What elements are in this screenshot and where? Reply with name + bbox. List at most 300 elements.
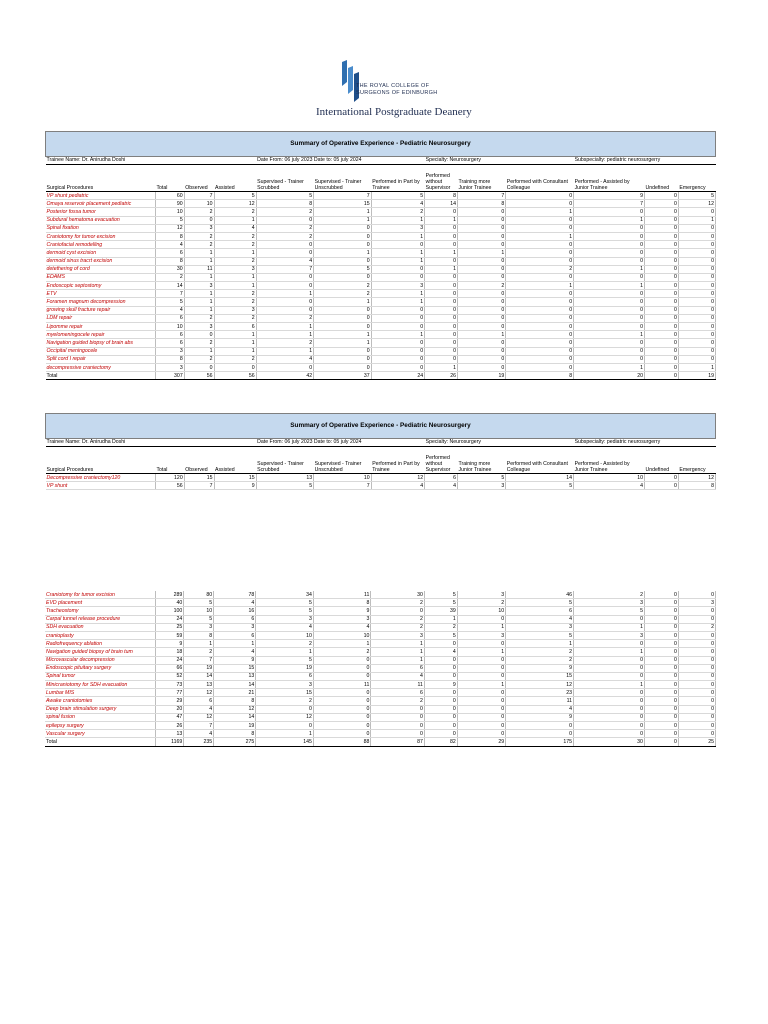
count-cell: 0 xyxy=(678,241,715,249)
count-cell: 2 xyxy=(256,314,314,322)
column-header: Undefined xyxy=(644,447,678,474)
count-cell: 1 xyxy=(256,323,314,331)
count-cell: 4 xyxy=(371,672,424,680)
count-cell: 0 xyxy=(574,656,645,664)
count-cell: 0 xyxy=(313,697,371,705)
count-cell: 9 xyxy=(313,607,371,615)
procedure-name: Spinal fixation xyxy=(46,224,156,232)
total-cell: 145 xyxy=(256,738,314,746)
count-cell: 0 xyxy=(644,249,678,257)
count-cell: 0 xyxy=(644,713,678,721)
count-cell: 0 xyxy=(644,323,678,331)
count-cell: 0 xyxy=(506,355,574,363)
count-cell: 0 xyxy=(457,306,505,314)
count-cell: 8 xyxy=(457,200,505,208)
count-cell: 4 xyxy=(256,623,314,631)
count-cell: 5 xyxy=(506,599,574,607)
count-cell: 0 xyxy=(256,722,314,730)
count-cell: 100 xyxy=(155,607,184,615)
count-cell: 0 xyxy=(644,290,678,298)
count-cell: 1 xyxy=(314,331,372,339)
count-cell: 0 xyxy=(457,713,505,721)
count-cell: 2 xyxy=(371,599,424,607)
count-cell: 0 xyxy=(678,607,715,615)
table-row xyxy=(45,615,716,623)
count-cell: 2 xyxy=(506,648,574,656)
count-cell: 0 xyxy=(506,339,574,347)
total-cell: 24 xyxy=(371,372,424,380)
procedure-name: decompressive craniectomy xyxy=(46,363,156,371)
count-cell: 0 xyxy=(678,648,715,656)
count-cell: 0 xyxy=(457,697,505,705)
column-header: Performed - Assisted by Junior Trainee xyxy=(574,165,645,192)
count-cell: 15 xyxy=(214,664,256,672)
count-cell: 0 xyxy=(644,697,678,705)
procedure-name: Microvascular decompression xyxy=(45,656,155,664)
count-cell: 0 xyxy=(644,591,678,599)
count-cell: 12 xyxy=(678,474,715,482)
count-cell: 4 xyxy=(155,241,184,249)
count-cell: 0 xyxy=(644,363,678,371)
count-cell: 14 xyxy=(214,713,256,721)
count-cell: 7 xyxy=(457,192,505,200)
count-cell: 0 xyxy=(425,314,458,322)
count-cell: 289 xyxy=(155,591,184,599)
table-row xyxy=(45,689,716,697)
count-cell: 4 xyxy=(506,615,574,623)
count-cell: 5 xyxy=(506,631,574,639)
count-cell: 1 xyxy=(457,681,505,689)
count-cell: 0 xyxy=(506,347,574,355)
count-cell: 1 xyxy=(371,290,424,298)
count-cell: 0 xyxy=(371,363,424,371)
count-cell: 19 xyxy=(256,664,314,672)
count-cell: 7 xyxy=(574,200,645,208)
column-header: Observed xyxy=(184,165,214,192)
count-cell: 0 xyxy=(424,722,457,730)
count-cell: 6 xyxy=(155,339,184,347)
procedure-name: Craniotomy for tumor excision xyxy=(45,591,155,599)
count-cell: 3 xyxy=(457,631,505,639)
count-cell: 0 xyxy=(644,298,678,306)
count-cell: 3 xyxy=(574,599,645,607)
count-cell: 0 xyxy=(644,241,678,249)
college-logo xyxy=(316,60,506,126)
count-cell: 0 xyxy=(457,640,505,648)
count-cell: 0 xyxy=(256,241,314,249)
procedure-name: Subdural hematoma evacuation xyxy=(46,216,156,224)
count-cell: 0 xyxy=(256,282,314,290)
count-cell: 4 xyxy=(424,648,457,656)
count-cell: 0 xyxy=(678,689,715,697)
count-cell: 5 xyxy=(256,656,314,664)
count-cell: 0 xyxy=(644,607,678,615)
count-cell: 2 xyxy=(256,224,314,232)
count-cell: 0 xyxy=(314,323,372,331)
count-cell: 10 xyxy=(184,200,214,208)
count-cell: 90 xyxy=(155,200,184,208)
count-cell: 0 xyxy=(457,705,505,713)
table-row xyxy=(46,306,716,314)
count-cell: 1 xyxy=(184,257,214,265)
count-cell: 12 xyxy=(678,200,715,208)
count-cell: 9 xyxy=(506,713,574,721)
date-range: Date From: 06 july 2023 Date to: 05 july 2024 xyxy=(256,157,424,165)
count-cell: 3 xyxy=(678,599,715,607)
count-cell: 1 xyxy=(214,282,256,290)
count-cell: 0 xyxy=(425,208,458,216)
column-header: Training more Junior Trainee xyxy=(457,165,505,192)
count-cell: 0 xyxy=(574,705,645,713)
procedure-name: Navigation guided biopsy of brain abs xyxy=(46,339,156,347)
count-cell: 0 xyxy=(314,314,372,322)
total-cell: 8 xyxy=(506,372,574,380)
count-cell: 0 xyxy=(506,363,574,371)
count-cell: 0 xyxy=(457,689,505,697)
count-cell: 1 xyxy=(574,648,645,656)
count-cell: 5 xyxy=(256,482,314,490)
count-cell: 12 xyxy=(184,689,214,697)
count-cell: 14 xyxy=(184,672,214,680)
procedure-name: VP shunt pediatric xyxy=(46,192,156,200)
count-cell: 0 xyxy=(644,705,678,713)
count-cell: 14 xyxy=(155,282,184,290)
table-row xyxy=(45,705,716,713)
column-header: Assisted xyxy=(214,165,256,192)
count-cell: 1 xyxy=(425,216,458,224)
table-row xyxy=(46,208,716,216)
procedure-name: growing skull fracture repair xyxy=(46,306,156,314)
count-cell: 1 xyxy=(425,249,458,257)
table-row xyxy=(46,273,716,281)
procedure-name: Awake craniotomies xyxy=(45,697,155,705)
count-cell: 0 xyxy=(457,363,505,371)
count-cell: 0 xyxy=(506,722,574,730)
count-cell: 3 xyxy=(214,623,256,631)
count-cell: 0 xyxy=(214,363,256,371)
procedure-name: EDAMS xyxy=(46,273,156,281)
count-cell: 0 xyxy=(371,306,424,314)
count-cell: 0 xyxy=(424,672,457,680)
count-cell: 0 xyxy=(457,339,505,347)
count-cell: 15 xyxy=(214,474,256,482)
count-cell: 7 xyxy=(314,192,372,200)
count-cell: 0 xyxy=(678,730,715,738)
count-cell: 1 xyxy=(506,640,574,648)
count-cell: 0 xyxy=(506,249,574,257)
count-cell: 0 xyxy=(506,241,574,249)
count-cell: 0 xyxy=(506,331,574,339)
count-cell: 0 xyxy=(678,681,715,689)
count-cell: 8 xyxy=(678,482,715,490)
procedure-name: Occipital meningocele xyxy=(46,347,156,355)
column-header: Supervised - Trainer Unscrubbed xyxy=(314,447,372,474)
count-cell: 0 xyxy=(574,339,645,347)
count-cell: 66 xyxy=(155,664,184,672)
total-cell: 0 xyxy=(644,372,678,380)
table-row xyxy=(45,681,716,689)
count-cell: 6 xyxy=(256,672,314,680)
count-cell: 0 xyxy=(425,257,458,265)
count-cell: 0 xyxy=(644,331,678,339)
table-row xyxy=(45,640,716,648)
table-row xyxy=(45,664,716,672)
column-header: Surgical Procedures xyxy=(46,165,156,192)
count-cell: 0 xyxy=(644,216,678,224)
count-cell: 0 xyxy=(371,705,424,713)
count-cell: 1 xyxy=(214,331,256,339)
count-cell: 0 xyxy=(314,232,372,240)
count-cell: 34 xyxy=(256,591,314,599)
count-cell: 1 xyxy=(184,640,214,648)
count-cell: 1 xyxy=(457,249,505,257)
count-cell: 0 xyxy=(457,347,505,355)
count-cell: 1 xyxy=(425,265,458,273)
column-header: Performed with Consultant Colleague xyxy=(506,165,574,192)
column-header: Emergency xyxy=(678,165,715,192)
procedure-name: Craniofacial remodelling xyxy=(46,241,156,249)
count-cell: 2 xyxy=(256,339,314,347)
count-cell: 12 xyxy=(506,681,574,689)
count-cell: 1 xyxy=(371,216,424,224)
count-cell: 7 xyxy=(184,656,214,664)
count-cell: 3 xyxy=(256,615,314,623)
total-cell: 1169 xyxy=(155,738,184,746)
count-cell: 3 xyxy=(371,224,424,232)
procedure-name: Carpal tunnel release procedure xyxy=(45,615,155,623)
count-cell: 0 xyxy=(644,730,678,738)
count-cell: 1 xyxy=(371,331,424,339)
count-cell: 1 xyxy=(184,306,214,314)
column-header: Total xyxy=(155,447,184,474)
count-cell: 6 xyxy=(155,249,184,257)
count-cell: 0 xyxy=(424,705,457,713)
count-cell: 0 xyxy=(644,265,678,273)
college-name xyxy=(356,83,437,96)
procedure-name: dermoid sinus tracrt excision xyxy=(46,257,156,265)
count-cell: 13 xyxy=(184,681,214,689)
count-cell: 0 xyxy=(678,355,715,363)
count-cell: 5 xyxy=(457,474,505,482)
count-cell: 2 xyxy=(678,623,715,631)
count-cell: 11 xyxy=(184,265,214,273)
count-cell: 2 xyxy=(457,282,505,290)
count-cell: 1 xyxy=(256,331,314,339)
table-row xyxy=(45,599,716,607)
count-cell: 0 xyxy=(425,339,458,347)
count-cell: 5 xyxy=(424,631,457,639)
count-cell: 0 xyxy=(644,482,678,490)
count-cell: 0 xyxy=(457,355,505,363)
count-cell: 3 xyxy=(214,306,256,314)
count-cell: 5 xyxy=(184,615,214,623)
count-cell: 0 xyxy=(678,323,715,331)
count-cell: 10 xyxy=(313,631,371,639)
count-cell: 80 xyxy=(184,591,214,599)
count-cell: 0 xyxy=(506,216,574,224)
procedure-name: Split cord I repair xyxy=(46,355,156,363)
specialty: Specialty: Neurosurgery xyxy=(425,157,574,165)
count-cell: 0 xyxy=(425,241,458,249)
count-cell: 0 xyxy=(678,339,715,347)
date-range: Date From: 06 july 2023 Date to: 05 july 2024 xyxy=(256,439,424,447)
count-cell: 0 xyxy=(644,623,678,631)
count-cell: 13 xyxy=(155,730,184,738)
count-cell: 0 xyxy=(314,224,372,232)
count-cell: 0 xyxy=(678,282,715,290)
procedure-name: spinal fusion xyxy=(45,713,155,721)
count-cell: 19 xyxy=(214,722,256,730)
count-cell: 39 xyxy=(424,607,457,615)
count-cell: 1 xyxy=(256,648,314,656)
count-cell: 2 xyxy=(256,640,314,648)
count-cell: 8 xyxy=(256,200,314,208)
count-cell: 1 xyxy=(574,265,645,273)
count-cell: 5 xyxy=(214,192,256,200)
count-cell: 0 xyxy=(457,664,505,672)
procedure-name: Navigation guided biopsy of brain tum xyxy=(45,648,155,656)
table-row xyxy=(46,290,716,298)
count-cell: 1 xyxy=(214,347,256,355)
count-cell: 0 xyxy=(574,697,645,705)
total-label: Total xyxy=(46,372,156,380)
count-cell: 0 xyxy=(574,672,645,680)
count-cell: 1 xyxy=(184,347,214,355)
count-cell: 0 xyxy=(644,347,678,355)
count-cell: 0 xyxy=(644,273,678,281)
count-cell: 0 xyxy=(678,224,715,232)
count-cell: 0 xyxy=(457,273,505,281)
count-cell: 2 xyxy=(313,648,371,656)
count-cell: 0 xyxy=(644,640,678,648)
count-cell: 5 xyxy=(155,216,184,224)
count-cell: 0 xyxy=(678,697,715,705)
count-cell: 2 xyxy=(184,648,214,656)
total-cell: 275 xyxy=(214,738,256,746)
count-cell: 0 xyxy=(184,331,214,339)
count-cell: 2 xyxy=(506,656,574,664)
total-cell: 82 xyxy=(424,738,457,746)
count-cell: 1 xyxy=(314,216,372,224)
count-cell: 12 xyxy=(214,705,256,713)
count-cell: 18 xyxy=(155,648,184,656)
count-cell: 15 xyxy=(256,689,314,697)
count-cell: 0 xyxy=(574,314,645,322)
trainee-name: Trainee Name: Dr. Anirudha Doshi xyxy=(46,157,257,165)
count-cell: 40 xyxy=(155,599,184,607)
table-row xyxy=(46,257,716,265)
table-row xyxy=(46,355,716,363)
total-row xyxy=(45,738,716,746)
count-cell: 4 xyxy=(155,306,184,314)
count-cell: 0 xyxy=(644,474,678,482)
count-cell: 0 xyxy=(644,355,678,363)
count-cell: 0 xyxy=(506,192,574,200)
count-cell: 4 xyxy=(506,705,574,713)
count-cell: 3 xyxy=(184,224,214,232)
count-cell: 0 xyxy=(371,314,424,322)
count-cell: 2 xyxy=(184,241,214,249)
count-cell: 0 xyxy=(644,722,678,730)
count-cell: 15 xyxy=(314,200,372,208)
count-cell: 0 xyxy=(506,306,574,314)
count-cell: 0 xyxy=(256,216,314,224)
count-cell: 47 xyxy=(155,713,184,721)
count-cell: 0 xyxy=(678,640,715,648)
count-cell: 9 xyxy=(214,656,256,664)
count-cell: 13 xyxy=(256,474,314,482)
count-cell: 0 xyxy=(678,615,715,623)
count-cell: 20 xyxy=(155,705,184,713)
count-cell: 0 xyxy=(424,730,457,738)
count-cell: 2 xyxy=(214,241,256,249)
count-cell: 1 xyxy=(574,331,645,339)
count-cell: 1 xyxy=(574,623,645,631)
count-cell: 0 xyxy=(644,689,678,697)
count-cell: 1 xyxy=(506,232,574,240)
count-cell: 0 xyxy=(574,306,645,314)
specialty: Specialty: Neurosurgery xyxy=(425,439,574,447)
table-general-procedures xyxy=(45,413,716,490)
count-cell: 1 xyxy=(214,273,256,281)
count-cell: 0 xyxy=(425,331,458,339)
count-cell: 0 xyxy=(506,323,574,331)
total-label: Total xyxy=(45,738,155,746)
count-cell: 6 xyxy=(214,631,256,639)
count-cell: 0 xyxy=(425,282,458,290)
count-cell: 0 xyxy=(644,615,678,623)
count-cell: 4 xyxy=(425,482,458,490)
procedure-name: Endoscopic septostomy xyxy=(46,282,156,290)
procedure-name: Omaya reservoir placement pediatric xyxy=(46,200,156,208)
count-cell: 3 xyxy=(184,623,214,631)
table-row xyxy=(46,347,716,355)
count-cell: 11 xyxy=(313,591,371,599)
count-cell: 0 xyxy=(644,339,678,347)
count-cell: 0 xyxy=(313,730,371,738)
count-cell: 1 xyxy=(371,648,424,656)
count-cell: 0 xyxy=(457,216,505,224)
count-cell: 0 xyxy=(425,224,458,232)
count-cell: 120 xyxy=(155,474,184,482)
count-cell: 0 xyxy=(678,347,715,355)
table-row xyxy=(46,482,716,490)
procedure-name: SDH evacuation xyxy=(45,623,155,631)
count-cell: 3 xyxy=(184,323,214,331)
count-cell: 0 xyxy=(574,249,645,257)
count-cell: 0 xyxy=(574,241,645,249)
count-cell: 0 xyxy=(457,265,505,273)
count-cell: 1 xyxy=(424,615,457,623)
count-cell: 2 xyxy=(256,208,314,216)
count-cell: 5 xyxy=(678,192,715,200)
count-cell: 0 xyxy=(644,282,678,290)
count-cell: 60 xyxy=(155,192,184,200)
count-cell: 1 xyxy=(214,249,256,257)
table-row xyxy=(46,282,716,290)
count-cell: 1 xyxy=(678,363,715,371)
procedure-name: EVD placement xyxy=(45,599,155,607)
column-header: Supervised - Trainer Scrubbed xyxy=(256,447,314,474)
count-cell: 5 xyxy=(314,265,372,273)
count-cell: 9 xyxy=(214,482,256,490)
table-row xyxy=(45,730,716,738)
count-cell: 1 xyxy=(371,656,424,664)
count-cell: 10 xyxy=(256,631,314,639)
table-row xyxy=(45,697,716,705)
count-cell: 0 xyxy=(371,265,424,273)
count-cell: 2 xyxy=(214,355,256,363)
